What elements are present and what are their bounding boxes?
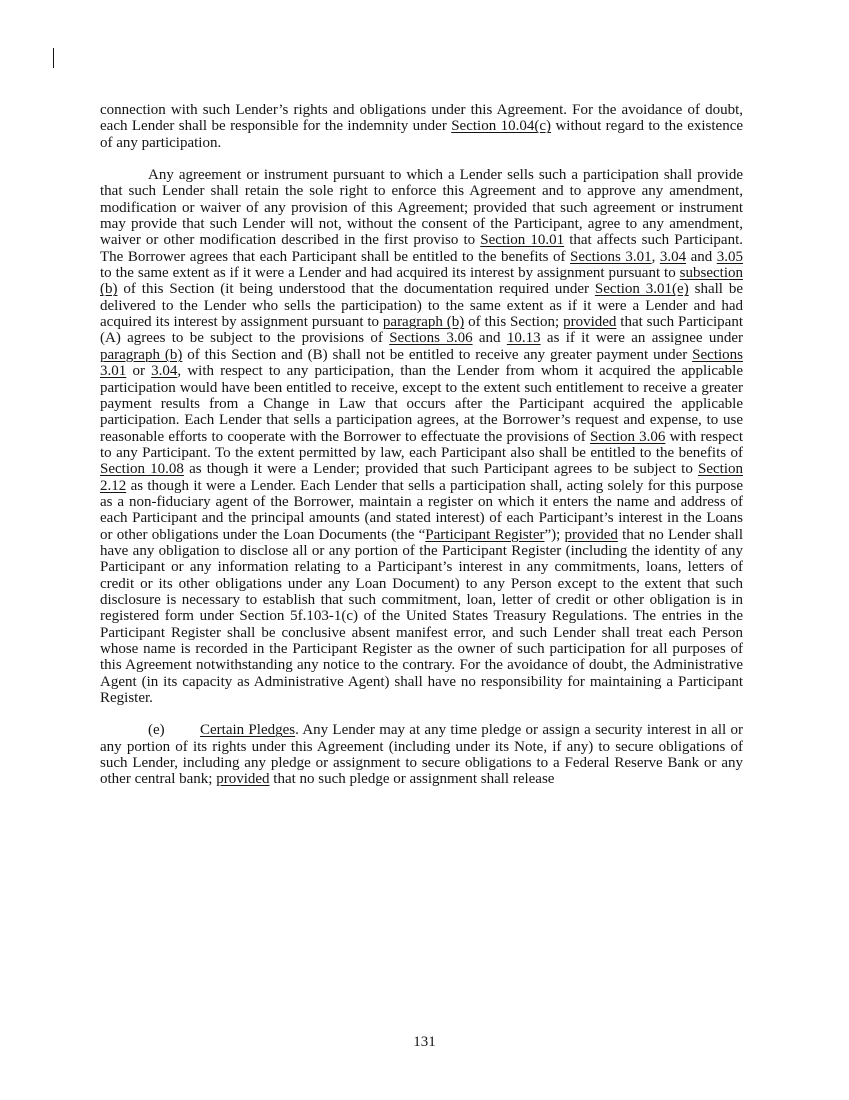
proviso-term: provided — [216, 771, 270, 788]
section-reference: 3.05 — [716, 248, 743, 265]
proviso-term: provided — [564, 526, 618, 543]
section-reference: Sections 3.06 — [389, 330, 473, 347]
page-number: 131 — [413, 1034, 436, 1050]
body-text — [100, 102, 743, 788]
section-reference: paragraph (b) — [382, 314, 465, 331]
paragraph-certain-pledges: (e) Certain Pledges. Any Lender may at any time pledge or assign a security interest in all or any portion of its rights under this Agreement (including under its Note, if any) to secure obligations of such Lender, including any pledge or assignment to secure obligations to a Federal Reserve Bank or any other central bank; provided that no such pledge or assignment shall release — [100, 722, 743, 788]
section-reference: Sections 3.01 — [100, 346, 743, 380]
paragraph-continuation: connection with such Lender’s rights and obligations under this Agreement. For the avoidance of doubt, each Lender shall be responsible for the indemnity under Section 10.04(c) without regard to the existence of any participation. — [100, 102, 744, 151]
section-reference: paragraph (b) — [100, 346, 183, 363]
section-reference: 3.04 — [151, 363, 178, 380]
section-reference: 3.04 — [659, 248, 687, 265]
clause-heading: Certain Pledges — [200, 722, 296, 739]
section-reference: Section 3.06 — [589, 428, 666, 445]
proviso-term: provided — [563, 314, 617, 331]
section-reference: Section 10.08 — [100, 461, 184, 478]
paragraph-participation: Any agreement or instrument pursuant to which a Lender sells such a participation shall provide that such Lender shall retain the sole right to enforce this Agreement and to approve any amendment, modification or waiver of any provision of this Agreement; provided that such agreement or instrument may provide that such Lender will not, without the consent of the Participant, agree to any amendment, waiver or other modification described in the first proviso to Section 10.01 that affects such Participant. The Borrower agrees that each Participant shall be entitled to the benefits of Sections 3.01, 3.04 and 3.05 to the same extent as if it were a Lender and had acquired its interest by assignment pursuant to subsection (b) of this Section (it being understood that the documentation required under Section 3.01(e) shall be delivered to the Lender who sells the participation) to the same extent as if it were a Lender and had acquired its interest by assignment pursuant to paragraph (b) of this Section; provided that such Participant (A) agrees to be subject to the provisions of Sections 3.06 and 10.13 as if it were an assignee under paragraph (b) of this Section and (B) shall not be entitled to receive any greater payment under Sections 3.01 or 3.04, with respect to any participation, than the Lender from whom it acquired the applicable participation would have been entitled to receive, except to the extent such entitlement to receive a greater payment results from a Change in Law that occurs after the Participant acquired the applicable participation. Each Lender that sells a participation agrees, at the Borrower’s request and expense, to use reasonable efforts to cooperate with the Borrower to effectuate the provisions of Section 3.06 with respect to any Participant. To the extent permitted by law, each Participant also shall be entitled to the benefits of Section 10.08 as though it were a Lender; provided that such Participant agrees to be subject to Section 2.12 as though it were a Lender. Each Lender that sells a participation shall, acting solely for this purpose as a non-fiduciary agent of the Borrower, maintain a register on which it enters the name and address of each Participant and the principal amounts (and stated interest) of each Participant’s interest in the Loans or other obligations under the Loan Documents (the “Participant Register”); provided that no Lender shall have any obligation to disclose all or any portion of the Participant Register (including the identity of any Participant or any information relating to a Participant’s interest in any commitments, loans, letters of credit or its other obligations under any Loan Document) to any Person except to the extent that such disclosure is necessary to establish that such commitment, loan, letter of credit or other obligation is in registered form under Section 5f.103-1(c) of the United States Treasury Regulations. The entries in the Participant Register shall be conclusive absent manifest error, and such Lender shall treat each Person whose name is recorded in the Participant Register as the owner of such participation for all purposes of this Agreement notwithstanding any notice to the contrary. For the avoidance of doubt, the Administrative Agent (in its capacity as Administrative Agent) shall have no responsibility for maintaining a Participant Register. — [100, 167, 744, 707]
section-reference: subsection (b) — [100, 265, 743, 298]
section-reference: Section 10.04(c) — [451, 118, 552, 135]
section-reference: 10.13 — [506, 330, 541, 347]
section-reference: Sections 3.01 — [570, 248, 652, 265]
section-reference: Section 10.01 — [480, 232, 565, 249]
revision-bar — [53, 48, 54, 68]
section-reference: Section 2.12 — [100, 461, 743, 494]
section-reference: Section 3.01(e) — [594, 281, 689, 298]
clause-label: (e) — [148, 722, 165, 739]
defined-term: Participant Register — [425, 526, 545, 543]
